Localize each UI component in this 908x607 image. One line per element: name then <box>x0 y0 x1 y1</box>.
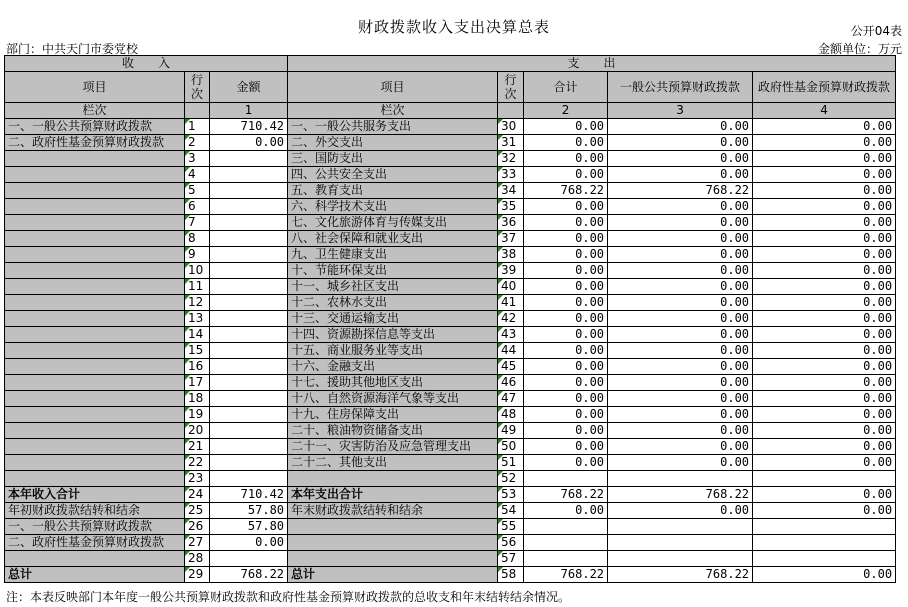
table-row <box>5 487 896 503</box>
fund-budget-cell[interactable] <box>753 471 896 487</box>
income-amount-cell[interactable] <box>210 295 288 311</box>
income-amount-cell[interactable] <box>210 263 288 279</box>
table-row <box>5 199 896 215</box>
expense-item-cell[interactable] <box>288 471 498 487</box>
general-budget-cell[interactable]: 0.00 <box>608 247 753 263</box>
table-row <box>5 151 896 167</box>
total-cell[interactable]: 0.00 <box>524 343 608 359</box>
income-row-no-cell[interactable]: 10 <box>185 263 210 279</box>
total-cell[interactable]: 0.00 <box>524 407 608 423</box>
expense-row-no-cell[interactable]: 30 <box>498 119 524 135</box>
fund-budget-cell[interactable]: 0.00 <box>753 167 896 183</box>
income-row-no-cell[interactable]: 18 <box>185 391 210 407</box>
expense-item-cell[interactable]: 十二、农林水支出 <box>288 295 498 311</box>
expense-item-cell[interactable]: 二十二、其他支出 <box>288 455 498 471</box>
total-cell[interactable]: 0.00 <box>524 327 608 343</box>
income-row-no-cell[interactable]: 27 <box>185 535 210 551</box>
expense-row-no-cell[interactable]: 38 <box>498 247 524 263</box>
income-amount-cell[interactable] <box>210 439 288 455</box>
income-amount-cell[interactable] <box>210 215 288 231</box>
report-title: 财政拨款收入支出决算总表 <box>357 18 550 36</box>
income-item-cell[interactable]: 总计 <box>5 567 185 583</box>
income-item-cell[interactable]: 本年收入合计 <box>5 487 185 503</box>
fund-budget-cell[interactable]: 0.00 <box>753 311 896 327</box>
expense-row-no-cell[interactable]: 42 <box>498 311 524 327</box>
income-item-cell[interactable] <box>5 327 185 343</box>
general-budget-cell[interactable]: 0.00 <box>608 327 753 343</box>
expense-row-no-cell[interactable]: 46 <box>498 375 524 391</box>
income-row-no-cell[interactable]: 15 <box>185 343 210 359</box>
expense-item-cell[interactable]: 五、教育支出 <box>288 183 498 199</box>
income-row-no-cell[interactable]: 17 <box>185 375 210 391</box>
fund-budget-cell[interactable]: 0.00 <box>753 503 896 519</box>
income-amount-cell[interactable]: 57.80 <box>210 503 288 519</box>
general-budget-cell[interactable]: 0.00 <box>608 151 753 167</box>
total-cell[interactable]: 0.00 <box>524 135 608 151</box>
expense-item-cell[interactable]: 十六、金融支出 <box>288 359 498 375</box>
income-item-cell[interactable] <box>5 455 185 471</box>
income-row-no-cell[interactable]: 25 <box>185 503 210 519</box>
income-row-no-cell[interactable]: 3 <box>185 151 210 167</box>
income-item-cell[interactable] <box>5 199 185 215</box>
amount-unit-label: 金额单位：万元 <box>817 42 902 56</box>
expense-item-cell[interactable]: 十七、援助其他地区支出 <box>288 375 498 391</box>
table-row <box>5 247 896 263</box>
table-row <box>5 343 896 359</box>
income-amount-cell[interactable]: 710.42 <box>210 487 288 503</box>
income-amount-cell[interactable]: 0.00 <box>210 535 288 551</box>
fund-budget-cell[interactable]: 0.00 <box>753 183 896 199</box>
col-header-expense-item[interactable]: 项目 <box>288 72 498 103</box>
general-budget-cell[interactable]: 0.00 <box>608 375 753 391</box>
income-amount-cell[interactable]: 710.42 <box>210 119 288 135</box>
general-budget-cell[interactable]: 0.00 <box>608 359 753 375</box>
income-row-no-cell[interactable]: 29 <box>185 567 210 583</box>
income-item-cell[interactable] <box>5 167 185 183</box>
total-cell[interactable]: 768.22 <box>524 183 608 199</box>
expense-row-no-cell[interactable]: 58 <box>498 567 524 583</box>
expense-item-cell[interactable]: 九、卫生健康支出 <box>288 247 498 263</box>
col-header-general-budget[interactable]: 一般公共预算财政拨款 <box>608 72 753 103</box>
col-header-income-item[interactable]: 项目 <box>5 72 185 103</box>
lanci-label-income[interactable]: 栏次 <box>5 103 185 119</box>
table-row <box>5 455 896 471</box>
col-header-fund-budget[interactable]: 政府性基金预算财政拨款 <box>753 72 896 103</box>
income-item-cell[interactable] <box>5 439 185 455</box>
general-budget-cell[interactable] <box>608 551 753 567</box>
income-item-cell[interactable]: 二、政府性基金预算财政拨款 <box>5 135 185 151</box>
total-cell[interactable]: 768.22 <box>524 567 608 583</box>
fund-budget-cell[interactable]: 0.00 <box>753 263 896 279</box>
total-cell[interactable]: 0.00 <box>524 247 608 263</box>
income-amount-cell[interactable] <box>210 199 288 215</box>
income-amount-cell[interactable] <box>210 551 288 567</box>
income-item-cell[interactable] <box>5 279 185 295</box>
total-cell[interactable]: 0.00 <box>524 167 608 183</box>
total-cell[interactable]: 0.00 <box>524 423 608 439</box>
income-row-no-cell[interactable]: 20 <box>185 423 210 439</box>
fund-budget-cell[interactable]: 0.00 <box>753 199 896 215</box>
expense-row-no-cell[interactable]: 36 <box>498 215 524 231</box>
general-budget-cell[interactable]: 0.00 <box>608 279 753 295</box>
income-item-cell[interactable] <box>5 263 185 279</box>
income-amount-cell[interactable] <box>210 247 288 263</box>
income-amount-cell[interactable]: 768.22 <box>210 567 288 583</box>
fund-budget-cell[interactable]: 0.00 <box>753 359 896 375</box>
income-item-cell[interactable] <box>5 359 185 375</box>
table-row <box>5 503 896 519</box>
expense-item-cell[interactable]: 总计 <box>288 567 498 583</box>
expense-item-cell[interactable]: 二、外交支出 <box>288 135 498 151</box>
expense-row-no-cell[interactable]: 57 <box>498 551 524 567</box>
general-budget-cell[interactable]: 0.00 <box>608 263 753 279</box>
total-cell[interactable] <box>524 535 608 551</box>
total-cell[interactable]: 0.00 <box>524 263 608 279</box>
expense-row-no-cell[interactable]: 53 <box>498 487 524 503</box>
expense-row-no-cell[interactable]: 31 <box>498 135 524 151</box>
expense-row-no-cell[interactable]: 45 <box>498 359 524 375</box>
fund-budget-cell[interactable]: 0.00 <box>753 423 896 439</box>
table-row <box>5 295 896 311</box>
income-row-no-cell[interactable]: 5 <box>185 183 210 199</box>
total-cell[interactable]: 0.00 <box>524 151 608 167</box>
table-row <box>5 279 896 295</box>
expense-item-cell[interactable]: 年末财政拨款结转和结余 <box>288 503 498 519</box>
income-amount-cell[interactable] <box>210 375 288 391</box>
expense-row-no-cell[interactable]: 37 <box>498 231 524 247</box>
general-budget-cell[interactable]: 0.00 <box>608 119 753 135</box>
col-header-income-row-no[interactable]: 行次 <box>185 72 210 103</box>
expense-item-cell[interactable]: 本年支出合计 <box>288 487 498 503</box>
expense-row-no-cell[interactable]: 54 <box>498 503 524 519</box>
expense-row-no-cell[interactable]: 52 <box>498 471 524 487</box>
total-cell[interactable]: 0.00 <box>524 455 608 471</box>
income-row-no-cell[interactable]: 21 <box>185 439 210 455</box>
expense-item-cell[interactable]: 十四、资源勘探信息等支出 <box>288 327 498 343</box>
expense-item-cell[interactable]: 十八、自然资源海洋气象等支出 <box>288 391 498 407</box>
income-amount-cell[interactable] <box>210 343 288 359</box>
income-row-no-cell[interactable]: 13 <box>185 311 210 327</box>
expense-row-no-cell[interactable]: 34 <box>498 183 524 199</box>
total-cell[interactable]: 0.00 <box>524 199 608 215</box>
income-item-cell[interactable] <box>5 375 185 391</box>
income-item-cell[interactable] <box>5 311 185 327</box>
table-row <box>5 119 896 135</box>
income-amount-cell[interactable] <box>210 327 288 343</box>
income-item-cell[interactable] <box>5 391 185 407</box>
expense-item-cell[interactable]: 六、科学技术支出 <box>288 199 498 215</box>
total-cell[interactable]: 0.00 <box>524 231 608 247</box>
expense-item-cell[interactable]: 十、节能环保支出 <box>288 263 498 279</box>
expense-row-no-cell[interactable]: 47 <box>498 391 524 407</box>
lanci-blank-2[interactable] <box>498 103 524 119</box>
table-row <box>5 263 896 279</box>
lanci-col-3[interactable]: 3 <box>608 103 753 119</box>
table-row <box>5 215 896 231</box>
table-row <box>5 231 896 247</box>
income-item-cell[interactable]: 年初财政拨款结转和结余 <box>5 503 185 519</box>
table-row <box>5 535 896 551</box>
table-row <box>5 135 896 151</box>
general-budget-cell[interactable]: 0.00 <box>608 343 753 359</box>
fund-budget-cell[interactable]: 0.00 <box>753 279 896 295</box>
income-amount-cell[interactable] <box>210 231 288 247</box>
income-row-no-cell[interactable]: 22 <box>185 455 210 471</box>
lanci-col-1[interactable]: 1 <box>210 103 288 119</box>
expense-item-cell[interactable]: 七、文化旅游体育与传媒支出 <box>288 215 498 231</box>
expense-row-no-cell[interactable]: 50 <box>498 439 524 455</box>
income-row-no-cell[interactable]: 16 <box>185 359 210 375</box>
general-budget-cell[interactable]: 768.22 <box>608 183 753 199</box>
expense-item-cell[interactable]: 二十、粮油物资储备支出 <box>288 423 498 439</box>
income-amount-cell[interactable] <box>210 391 288 407</box>
income-amount-cell[interactable] <box>210 151 288 167</box>
general-budget-cell[interactable]: 0.00 <box>608 439 753 455</box>
table-row <box>5 439 896 455</box>
expense-item-cell[interactable]: 三、国防支出 <box>288 151 498 167</box>
income-row-no-cell[interactable]: 9 <box>185 247 210 263</box>
income-amount-cell[interactable] <box>210 279 288 295</box>
total-cell[interactable]: 0.00 <box>524 215 608 231</box>
lanci-col-4[interactable]: 4 <box>753 103 896 119</box>
col-header-expense-row-no[interactable]: 行次 <box>498 72 524 103</box>
income-amount-cell[interactable] <box>210 455 288 471</box>
lanci-label-expense[interactable]: 栏次 <box>288 103 498 119</box>
general-budget-cell[interactable]: 0.00 <box>608 423 753 439</box>
fund-budget-cell[interactable]: 0.00 <box>753 295 896 311</box>
fund-budget-cell[interactable]: 0.00 <box>753 343 896 359</box>
table-row <box>5 311 896 327</box>
table-row <box>5 423 896 439</box>
income-row-no-cell[interactable]: 6 <box>185 199 210 215</box>
income-amount-cell[interactable] <box>210 167 288 183</box>
expense-item-cell[interactable]: 十五、商业服务业等支出 <box>288 343 498 359</box>
expense-item-cell[interactable]: 十九、住房保障支出 <box>288 407 498 423</box>
table-row <box>5 359 896 375</box>
income-amount-cell[interactable]: 57.80 <box>210 519 288 535</box>
income-row-no-cell[interactable]: 28 <box>185 551 210 567</box>
fund-budget-cell[interactable]: 0.00 <box>753 439 896 455</box>
total-cell[interactable]: 0.00 <box>524 119 608 135</box>
income-item-cell[interactable] <box>5 215 185 231</box>
expense-item-cell[interactable]: 八、社会保障和就业支出 <box>288 231 498 247</box>
total-cell[interactable]: 0.00 <box>524 359 608 375</box>
expense-item-cell[interactable]: 四、公共安全支出 <box>288 167 498 183</box>
fund-budget-cell[interactable]: 0.00 <box>753 391 896 407</box>
income-section-header[interactable]: 收 入 <box>5 56 288 72</box>
general-budget-cell[interactable]: 0.00 <box>608 167 753 183</box>
total-cell[interactable]: 0.00 <box>524 503 608 519</box>
income-amount-cell[interactable] <box>210 471 288 487</box>
col-header-amount[interactable]: 金额 <box>210 72 288 103</box>
expense-row-no-cell[interactable]: 41 <box>498 295 524 311</box>
income-item-cell[interactable] <box>5 151 185 167</box>
table-row <box>5 391 896 407</box>
total-cell[interactable]: 768.22 <box>524 487 608 503</box>
expense-item-cell[interactable] <box>288 535 498 551</box>
form-number: 公开04表 <box>850 24 902 38</box>
total-cell[interactable]: 0.00 <box>524 311 608 327</box>
fund-budget-cell[interactable]: 0.00 <box>753 151 896 167</box>
total-cell[interactable] <box>524 519 608 535</box>
general-budget-cell[interactable] <box>608 535 753 551</box>
total-cell[interactable]: 0.00 <box>524 295 608 311</box>
expense-row-no-cell[interactable]: 32 <box>498 151 524 167</box>
total-cell[interactable]: 0.00 <box>524 391 608 407</box>
income-amount-cell[interactable] <box>210 311 288 327</box>
income-item-cell[interactable] <box>5 231 185 247</box>
report-table <box>4 55 896 583</box>
general-budget-cell[interactable]: 0.00 <box>608 199 753 215</box>
general-budget-cell[interactable]: 0.00 <box>608 215 753 231</box>
expense-item-cell[interactable]: 十一、城乡社区支出 <box>288 279 498 295</box>
income-row-no-cell[interactable]: 12 <box>185 295 210 311</box>
lanci-col-2[interactable]: 2 <box>524 103 608 119</box>
fund-budget-cell[interactable]: 0.00 <box>753 567 896 583</box>
income-row-no-cell[interactable]: 2 <box>185 135 210 151</box>
income-amount-cell[interactable] <box>210 423 288 439</box>
table-row <box>5 327 896 343</box>
income-amount-cell[interactable]: 0.00 <box>210 135 288 151</box>
general-budget-cell[interactable]: 0.00 <box>608 231 753 247</box>
col-header-total[interactable]: 合计 <box>524 72 608 103</box>
expense-item-cell[interactable] <box>288 551 498 567</box>
income-amount-cell[interactable] <box>210 183 288 199</box>
income-item-cell[interactable]: 一、一般公共预算财政拨款 <box>5 119 185 135</box>
table-row <box>5 407 896 423</box>
fund-budget-cell[interactable]: 0.00 <box>753 455 896 471</box>
fund-budget-cell[interactable]: 0.00 <box>753 215 896 231</box>
total-cell[interactable]: 0.00 <box>524 439 608 455</box>
income-row-no-cell[interactable]: 1 <box>185 119 210 135</box>
expense-section-header[interactable]: 支 出 <box>288 56 896 72</box>
income-row-no-cell[interactable]: 23 <box>185 471 210 487</box>
fund-budget-cell[interactable]: 0.00 <box>753 247 896 263</box>
expense-row-no-cell[interactable]: 51 <box>498 455 524 471</box>
general-budget-cell[interactable]: 0.00 <box>608 455 753 471</box>
footnote: 注：本表反映部门本年度一般公共预算财政拨款和政府性基金预算财政拨款的总收支和年末结转结余情况。 <box>6 590 571 604</box>
income-item-cell[interactable]: 二、政府性基金预算财政拨款 <box>5 535 185 551</box>
income-row-no-cell[interactable]: 14 <box>185 327 210 343</box>
fund-budget-cell[interactable]: 0.00 <box>753 375 896 391</box>
table-row <box>5 167 896 183</box>
table-row <box>5 183 896 199</box>
income-item-cell[interactable] <box>5 183 185 199</box>
expense-row-no-cell[interactable]: 43 <box>498 327 524 343</box>
income-row-no-cell[interactable]: 7 <box>185 215 210 231</box>
income-item-cell[interactable] <box>5 407 185 423</box>
fund-budget-cell[interactable] <box>753 519 896 535</box>
general-budget-cell[interactable]: 0.00 <box>608 391 753 407</box>
general-budget-cell[interactable]: 0.00 <box>608 135 753 151</box>
income-item-cell[interactable] <box>5 471 185 487</box>
income-item-cell[interactable]: 一、一般公共预算财政拨款 <box>5 519 185 535</box>
expense-item-cell[interactable]: 一、一般公共服务支出 <box>288 119 498 135</box>
general-budget-cell[interactable]: 0.00 <box>608 295 753 311</box>
table-row <box>5 375 896 391</box>
expense-item-cell[interactable] <box>288 519 498 535</box>
fund-budget-cell[interactable]: 0.00 <box>753 487 896 503</box>
fund-budget-cell[interactable]: 0.00 <box>753 135 896 151</box>
income-row-no-cell[interactable]: 24 <box>185 487 210 503</box>
fund-budget-cell[interactable]: 0.00 <box>753 407 896 423</box>
expense-row-no-cell[interactable]: 55 <box>498 519 524 535</box>
general-budget-cell[interactable]: 0.00 <box>608 311 753 327</box>
expense-item-cell[interactable]: 二十一、灾害防治及应急管理支出 <box>288 439 498 455</box>
expense-row-no-cell[interactable]: 49 <box>498 423 524 439</box>
income-item-cell[interactable] <box>5 343 185 359</box>
fund-budget-cell[interactable] <box>753 535 896 551</box>
fund-budget-cell[interactable]: 0.00 <box>753 327 896 343</box>
total-cell[interactable]: 0.00 <box>524 279 608 295</box>
expense-row-no-cell[interactable]: 39 <box>498 263 524 279</box>
income-row-no-cell[interactable]: 8 <box>185 231 210 247</box>
expense-row-no-cell[interactable]: 44 <box>498 343 524 359</box>
fund-budget-cell[interactable]: 0.00 <box>753 231 896 247</box>
income-row-no-cell[interactable]: 19 <box>185 407 210 423</box>
total-cell[interactable]: 0.00 <box>524 375 608 391</box>
general-budget-cell[interactable]: 768.22 <box>608 487 753 503</box>
income-amount-cell[interactable] <box>210 359 288 375</box>
total-cell[interactable] <box>524 471 608 487</box>
expense-item-cell[interactable]: 十三、交通运输支出 <box>288 311 498 327</box>
expense-row-no-cell[interactable]: 56 <box>498 535 524 551</box>
total-cell[interactable] <box>524 551 608 567</box>
income-item-cell[interactable] <box>5 423 185 439</box>
table-row <box>5 551 896 567</box>
income-row-no-cell[interactable]: 4 <box>185 167 210 183</box>
general-budget-cell[interactable]: 0.00 <box>608 407 753 423</box>
expense-row-no-cell[interactable]: 40 <box>498 279 524 295</box>
expense-row-no-cell[interactable]: 33 <box>498 167 524 183</box>
expense-row-no-cell[interactable]: 35 <box>498 199 524 215</box>
general-budget-cell[interactable]: 0.00 <box>608 503 753 519</box>
income-item-cell[interactable] <box>5 295 185 311</box>
general-budget-cell[interactable] <box>608 519 753 535</box>
lanci-blank[interactable] <box>185 103 210 119</box>
department-label: 部门：中共天门市委党校 <box>6 42 139 56</box>
income-row-no-cell[interactable]: 11 <box>185 279 210 295</box>
table-row <box>5 567 896 583</box>
income-amount-cell[interactable] <box>210 407 288 423</box>
fund-budget-cell[interactable] <box>753 551 896 567</box>
income-item-cell[interactable] <box>5 247 185 263</box>
fund-budget-cell[interactable]: 0.00 <box>753 119 896 135</box>
income-row-no-cell[interactable]: 26 <box>185 519 210 535</box>
general-budget-cell[interactable] <box>608 471 753 487</box>
expense-row-no-cell[interactable]: 48 <box>498 407 524 423</box>
table-row <box>5 519 896 535</box>
income-item-cell[interactable] <box>5 551 185 567</box>
table-row <box>5 471 896 487</box>
general-budget-cell[interactable]: 768.22 <box>608 567 753 583</box>
